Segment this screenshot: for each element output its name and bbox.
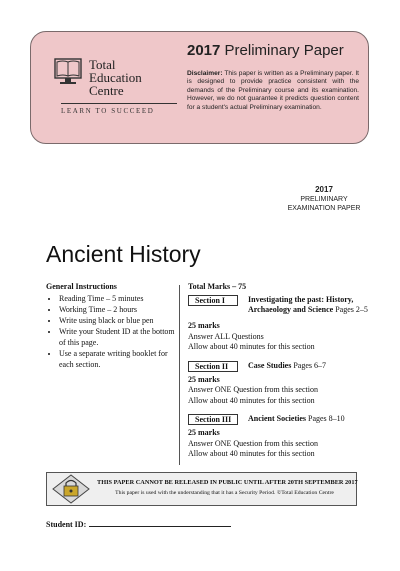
section-time: Allow about 40 minutes for this section [188,449,315,458]
instruction-item: • Write your Student ID at the bottom of this page. [59,326,176,348]
section-title: Case Studies [248,360,292,370]
student-id-line[interactable] [89,518,231,527]
section-pages: Pages 2–5 [335,305,368,314]
section-marks: 25 marks [188,374,220,384]
logo-line-2: Education [89,70,142,85]
section-title: Investigating the past: History, Archaeology and Science [248,295,354,314]
instruction-item: • Reading Time – 5 minutes [59,293,176,304]
section-pages: Pages 8–10 [308,414,345,423]
student-id-field [46,518,231,529]
section-label: Section I [188,295,238,306]
section-title: Ancient Societies [248,414,306,423]
section-instruction: Answer ONE Question from this section [188,438,318,448]
general-instructions [46,282,176,370]
logo-tagline: LEARN TO SUCCEED [61,107,155,115]
total-marks: Total Marks – 75 [188,282,247,291]
exam-type-line-2: EXAMINATION PAPER [287,205,361,212]
paper-year: 2017 [187,42,221,59]
section-time: Allow about 40 minutes for this section [188,342,315,351]
section-block [188,361,380,407]
paper-title [187,42,344,59]
exam-info [268,185,380,213]
section-time: Allow about 40 minutes for this section [188,395,315,405]
release-warning: THIS PAPER CANNOT BE RELEASED IN PUBLIC UNTIL AFTER 20TH SEPTEMBER 2017 [97,479,358,486]
section-label: Section II [188,361,238,372]
header-banner [30,31,369,144]
section-label: Section III [188,414,238,425]
security-lock-icon [51,474,91,504]
instruction-item: • Write using black or blue pen [59,315,176,326]
exam-type-line-1: PRELIMINARY [300,196,348,203]
logo-line-3: Centre [89,83,124,98]
security-period-note: This paper is used with the understanding that it has a Security Period. ©Total Education Centre [115,490,334,496]
disclaimer-label: Disclaimer: [187,70,223,77]
instructions-list [46,293,176,370]
disclaimer [187,70,359,112]
marks-column [188,282,380,468]
book-computer-icon [51,56,87,90]
column-divider [179,285,180,465]
section-pages: Pages 6–7 [293,360,327,370]
exam-year: 2017 [315,185,333,194]
section-marks: 25 marks [188,321,220,330]
section-block [188,295,380,353]
instruction-item: • Use a separate writing booklet for each section. [59,348,176,370]
section-block [188,414,380,460]
section-instruction: Answer ALL Questions [188,331,264,341]
disclaimer-text: This paper is written as a Preliminary paper. It is designed to provide practice consistent with the demands of the Preliminary course and its examination. However, we do not guarantee it predicts question content for a student's actual Preliminary examination. [187,70,359,111]
security-notice [46,472,357,506]
logo [51,56,191,136]
logo-line-1: Total [89,57,116,72]
student-id-label: Student ID: [46,520,87,529]
logo-divider [61,103,177,104]
section-marks: 25 marks [188,428,220,437]
subject-title: Ancient History [46,241,201,267]
section-instruction: Answer ONE Question from this section [188,385,318,394]
instruction-item: • Working Time – 2 hours [59,304,176,315]
paper-label: Preliminary Paper [224,42,344,59]
instructions-heading: General Instructions [46,282,117,291]
